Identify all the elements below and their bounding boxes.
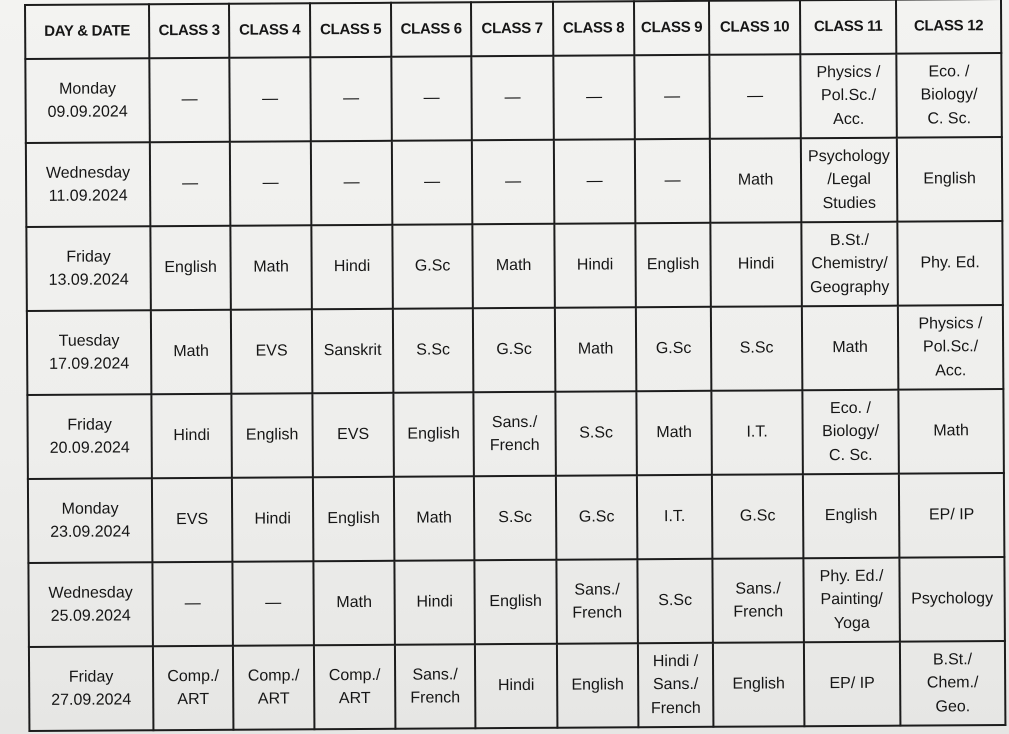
subject-cell: Math (898, 389, 1004, 474)
table-row (25, 53, 1001, 143)
subject-cell: — (554, 139, 636, 223)
subject-cell: English (393, 392, 474, 476)
subject-cell: — (310, 57, 392, 141)
table-row (26, 221, 1002, 311)
subject-cell: Psychology /Legal Studies (801, 138, 898, 223)
table-row (26, 137, 1002, 227)
subject-cell: Hindi (311, 225, 393, 309)
subject-cell: Hindi (232, 477, 314, 561)
subject-cell: Comp./ ART (153, 646, 234, 730)
subject-cell: — (150, 142, 231, 226)
day-label: Tuesday (58, 332, 120, 350)
subject-cell: — (391, 56, 472, 140)
header-class-11: CLASS 11 (800, 0, 896, 54)
header-class-8: CLASS 8 (553, 1, 634, 55)
header-class-5: CLASS 5 (310, 3, 391, 57)
subject-cell: English (635, 223, 711, 307)
day-label: Monday (61, 500, 119, 518)
day-date-cell (29, 646, 154, 731)
day-label: Friday (67, 416, 112, 434)
subject-cell: Math (710, 138, 802, 223)
date-label: 20.09.2024 (49, 439, 130, 457)
subject-cell: Hindi (394, 560, 475, 644)
header-day-date: DAY & DATE (25, 4, 149, 59)
subject-cell: Psychology (899, 557, 1005, 642)
subject-cell: — (471, 56, 554, 140)
date-label: 13.09.2024 (48, 271, 129, 289)
subject-cell: Phy. Ed./ Painting/ Yoga (803, 558, 900, 643)
subject-cell: Sans./ French (712, 558, 804, 643)
day-date-cell (27, 394, 152, 479)
subject-cell: EVS (152, 478, 233, 562)
subject-cell: G.Sc (392, 224, 473, 308)
subject-cell: EP/ IP (804, 642, 901, 727)
date-label: 09.09.2024 (47, 103, 128, 121)
day-label: Wednesday (48, 584, 133, 602)
subject-cell: — (472, 140, 555, 224)
subject-cell: Math (313, 561, 395, 645)
subject-cell: S.Sc (474, 476, 557, 560)
subject-cell: — (311, 141, 393, 225)
subject-cell: Hindi (710, 222, 802, 307)
subject-cell: Hindi / Sans./ French (638, 643, 714, 727)
subject-cell: Sans./ French (473, 392, 556, 476)
date-label: 11.09.2024 (48, 187, 128, 205)
subject-cell: EP/ IP (899, 473, 1005, 558)
subject-cell: — (553, 55, 635, 139)
subject-cell: — (232, 561, 314, 645)
subject-cell: Eco. / Biology/ C. Sc. (896, 53, 1002, 138)
subject-cell: English (897, 137, 1003, 222)
day-date-cell (26, 142, 151, 227)
table-row (28, 473, 1004, 563)
subject-cell: G.Sc (712, 474, 804, 559)
table-header (25, 0, 1001, 59)
day-label: Friday (68, 668, 114, 686)
subject-cell: English (231, 393, 313, 477)
header-class-3: CLASS 3 (149, 4, 229, 58)
subject-cell: Math (151, 310, 232, 394)
header-class-10: CLASS 10 (709, 0, 800, 55)
subject-cell: — (229, 57, 311, 141)
subject-cell: English (474, 560, 557, 644)
subject-cell: I.T. (637, 475, 713, 559)
subject-cell: EVS (312, 393, 394, 477)
subject-cell: — (709, 54, 801, 139)
subject-cell: Math (472, 224, 555, 308)
header-class-7: CLASS 7 (471, 2, 553, 56)
subject-cell: — (152, 562, 233, 646)
subject-cell: G.Sc (636, 307, 712, 391)
subject-cell: Eco. / Biology/ C. Sc. (802, 390, 899, 475)
header-class-4: CLASS 4 (229, 3, 310, 57)
date-label: 23.09.2024 (50, 523, 131, 541)
subject-cell: English (557, 643, 639, 727)
subject-cell: Physics / Pol.Sc./ Acc. (800, 54, 897, 139)
table-row (27, 305, 1003, 395)
subject-cell: Sans./ French (395, 644, 476, 728)
subject-cell: Math (230, 225, 312, 309)
subject-cell: Math (636, 391, 712, 475)
subject-cell: English (803, 474, 900, 559)
day-label: Friday (66, 248, 111, 266)
subject-cell: English (713, 642, 805, 727)
subject-cell: G.Sc (556, 475, 638, 559)
subject-cell: Hindi (475, 644, 558, 728)
table-row (27, 389, 1003, 479)
subject-cell: Math (394, 476, 475, 560)
subject-cell: Phy. Ed. (897, 221, 1003, 306)
date-label: 25.09.2024 (50, 607, 131, 625)
day-date-cell (28, 562, 153, 647)
subject-cell: Sans./ French (556, 559, 638, 643)
subject-cell: English (313, 477, 395, 561)
day-date-cell (28, 478, 153, 563)
header-row (25, 0, 1001, 59)
subject-cell: Hindi (151, 394, 232, 478)
subject-cell: — (149, 58, 230, 142)
subject-cell: — (635, 139, 711, 223)
subject-cell: S.Sc (555, 391, 637, 475)
table-body (25, 53, 1005, 731)
table-row (29, 641, 1005, 731)
subject-cell: Math (802, 306, 899, 391)
exam-schedule-table (24, 0, 1006, 732)
subject-cell: Hindi (554, 223, 636, 307)
subject-cell: English (150, 226, 231, 310)
day-date-cell (26, 226, 151, 311)
subject-cell: B.St./ Chemistry/ Geography (801, 222, 898, 307)
day-date-cell (27, 310, 152, 395)
subject-cell: Comp./ ART (233, 645, 315, 729)
table-row (28, 557, 1004, 647)
day-date-cell (25, 58, 150, 143)
header-class-12: CLASS 12 (896, 0, 1001, 54)
subject-cell: S.Sc (711, 306, 803, 391)
header-class-6: CLASS 6 (391, 2, 471, 56)
subject-cell: G.Sc (473, 308, 556, 392)
subject-cell: S.Sc (637, 559, 713, 643)
subject-cell: S.Sc (393, 308, 474, 392)
header-class-9: CLASS 9 (634, 1, 709, 55)
subject-cell: — (230, 141, 312, 225)
subject-cell: EVS (231, 309, 313, 393)
date-label: 27.09.2024 (51, 691, 132, 709)
day-label: Wednesday (45, 164, 131, 182)
subject-cell: Sanskrit (312, 309, 394, 393)
subject-cell: I.T. (711, 390, 803, 475)
date-label: 17.09.2024 (49, 355, 130, 373)
subject-cell: — (634, 55, 710, 139)
subject-cell: Physics / Pol.Sc./ Acc. (898, 305, 1004, 390)
subject-cell: Comp./ ART (314, 645, 396, 729)
subject-cell: B.St./ Chem./ Geo. (900, 641, 1006, 726)
day-label: Monday (58, 80, 117, 98)
subject-cell: Math (555, 307, 637, 391)
subject-cell: — (392, 140, 473, 224)
